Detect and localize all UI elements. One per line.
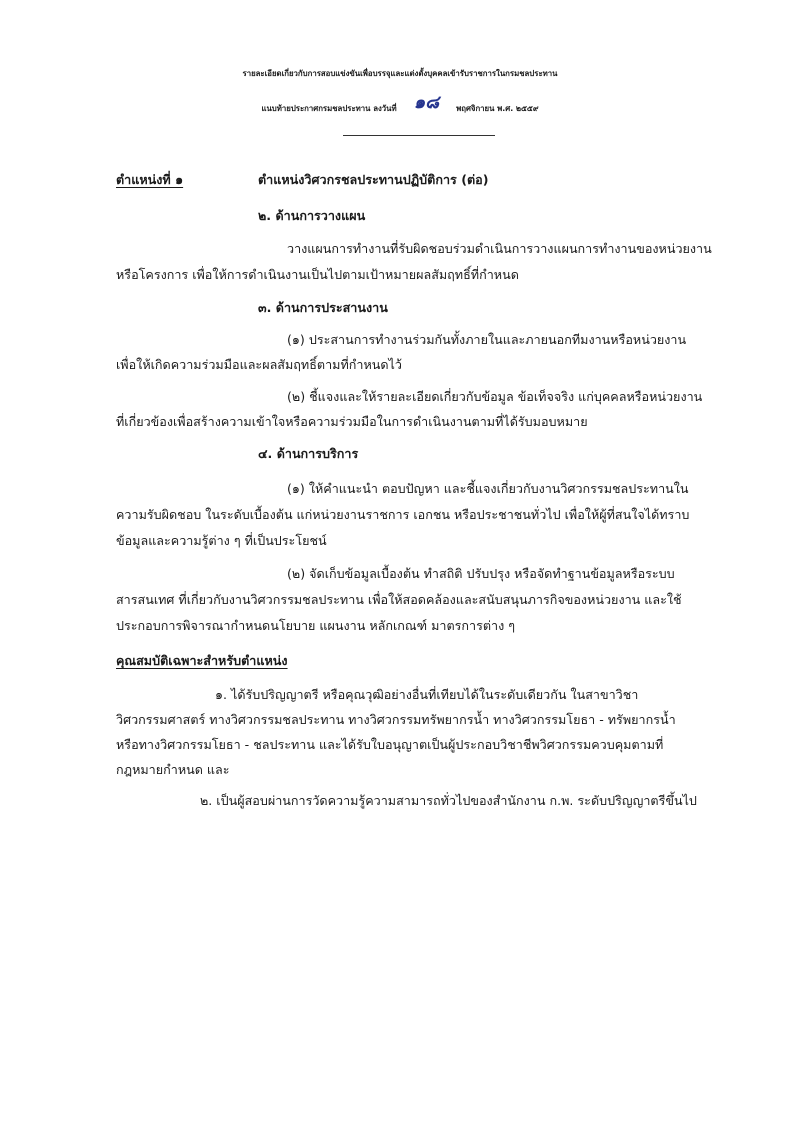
paragraph-line: ความรับผิดชอบ ในระดับเบื้องต้น แก่หน่วยงานราชการ เอกชน หรือประชาชนทั่วไป เพื่อให้ผู้ที่สนใจได้ทราบ [116, 507, 690, 522]
qualifications-heading: คุณสมบัติเฉพาะสำหรับตำแหน่ง [116, 653, 288, 668]
paragraph-line: (๑) ให้คำแนะนำ ตอบปัญหา และชี้แจงเกี่ยวกับงานวิศวกรรมชลประทานใน [287, 481, 689, 496]
paragraph-line: วางแผนการทำงานที่รับผิดชอบร่วมดำเนินการวางแผนการทำงานของหน่วยงาน [287, 241, 712, 256]
handwritten-day: ๑๘ [413, 92, 440, 113]
paragraph-line: ที่เกี่ยวข้องเพื่อสร้างความเข้าใจหรือความร่วมมือในการดำเนินงานตามที่ได้รับมอบหมาย [116, 414, 588, 429]
header-title-line2 [0, 92, 800, 115]
paragraph-line: ข้อมูลและความรู้ต่าง ๆ ที่เป็นประโยชน์ [116, 533, 327, 548]
header-title-line1: รายละเอียดเกี่ยวกับการสอบแข่งขันเพื่อบรรจุและแต่งตั้งบุคคลเข้ารับราชการในกรมชลประทาน [242, 69, 558, 78]
paragraph-line: หรือทางวิศวกรรมโยธา - ชลประทาน และได้รับใบอนุญาตเป็นผู้ประกอบวิชาชีพวิศวกรรมควบคุมตามที่ [116, 737, 664, 752]
paragraph-line: (๒) ชี้แจงและให้รายละเอียดเกี่ยวกับข้อมูล ข้อเท็จจริง แก่บุคคลหรือหน่วยงาน [287, 389, 703, 404]
header-date-prefix: แนบท้ายประกาศกรมชลประทาน ลงวันที่ [261, 104, 397, 113]
section-heading-coordination: ๓. ด้านการประสานงาน [258, 300, 388, 315]
position-label: ตำแหน่งที่ ๑ [116, 172, 184, 187]
header-date-suffix: พฤศจิกายน พ.ศ. ๒๕๕๙ [456, 104, 539, 113]
paragraph-line: สารสนเทศ ที่เกี่ยวกับงานวิศวกรรมชลประทาน เพื่อให้สอดคล้องและสนับสนุนภารกิจของหน่วยงาน และใช้ [116, 592, 682, 607]
paragraph-line: ๒. เป็นผู้สอบผ่านการวัดความรู้ความสามารถทั่วไปของสำนักงาน ก.พ. ระดับปริญญาตรีขึ้นไป [200, 793, 697, 808]
paragraph-line: หรือโครงการ เพื่อให้การดำเนินงานเป็นไปตามเป้าหมายผลสัมฤทธิ์ที่กำหนด [116, 267, 519, 282]
paragraph-line: (๒) จัดเก็บข้อมูลเบื้องต้น ทำสถิติ ปรับปรุง หรือจัดทำฐานข้อมูลหรือระบบ [287, 566, 675, 581]
paragraph-line: กฎหมายกำหนด และ [116, 762, 230, 777]
paragraph-line: เพื่อให้เกิดความร่วมมือและผลสัมฤทธิ์ตามที่กำหนดไว้ [116, 357, 402, 372]
position-title: ตำแหน่งวิศวกรชลประทานปฏิบัติการ (ต่อ) [258, 172, 489, 187]
paragraph-line: ๑. ได้รับปริญญาตรี หรือคุณวุฒิอย่างอื่นที่เทียบได้ในระดับเดียวกัน ในสาขาวิชา [215, 687, 639, 702]
paragraph-line: วิศวกรรมศาสตร์ ทางวิศวกรรมชลประทาน ทางวิศวกรรมทรัพยากรน้ำ ทางวิศวกรรมโยธา - ทรัพยากรน้ำ [116, 712, 676, 727]
section-heading-service: ๔. ด้านการบริการ [258, 446, 359, 461]
section-heading-planning: ๒. ด้านการวางแผน [258, 208, 366, 223]
paragraph-line: (๑) ประสานการทำงานร่วมกันทั้งภายในและภายนอกทีมงานหรือหน่วยงาน [287, 332, 687, 347]
paragraph-line: ประกอบการพิจารณากำหนดนโยบาย แผนงาน หลักเกณฑ์ มาตรการต่าง ๆ [116, 618, 516, 633]
header-divider [343, 135, 495, 136]
